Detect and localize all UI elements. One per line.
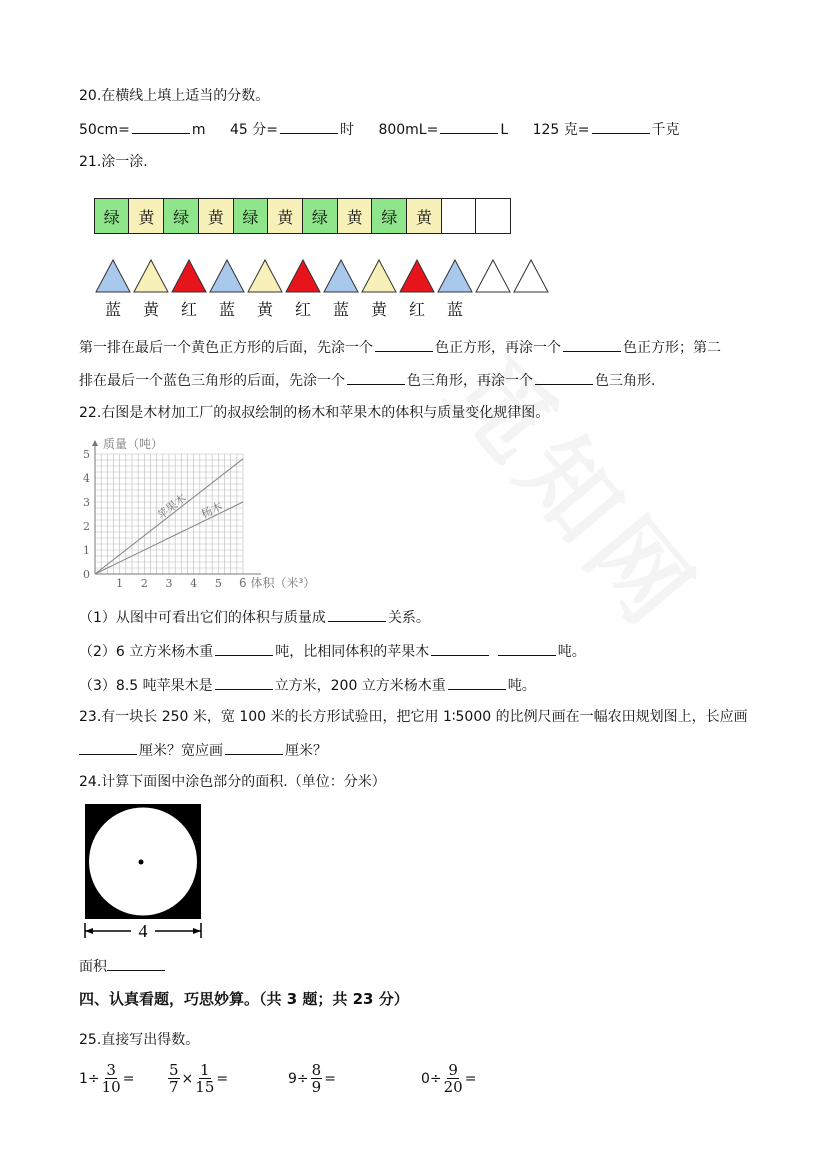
q20-item-4-prefix: 125 克= xyxy=(532,122,590,138)
y-tick-label: 3 xyxy=(83,496,90,509)
q22-blank-6[interactable] xyxy=(448,675,506,690)
y-tick-label: 1 xyxy=(83,544,90,557)
calc-3-den: 9 xyxy=(311,1078,322,1096)
triangle-1 xyxy=(96,260,130,292)
circle-center-dot xyxy=(139,860,144,865)
q24-answer xyxy=(79,956,167,977)
triangle-3 xyxy=(172,260,206,292)
volume-mass-chart xyxy=(83,436,325,590)
q22-blank-2[interactable] xyxy=(215,641,273,656)
q22-blank-1[interactable] xyxy=(328,607,386,622)
calc-3-num: 8 xyxy=(311,1061,322,1079)
q24-blank[interactable] xyxy=(107,956,165,971)
q20-items xyxy=(79,119,680,140)
q22-p3-a: （3）8.5 吨苹果木是 xyxy=(79,678,213,694)
square-6: 黄 xyxy=(267,198,303,234)
origin-label: 0 xyxy=(83,568,90,581)
q21-text-line1 xyxy=(79,337,721,358)
q22-p2-a: （2）6 立方米杨木重 xyxy=(79,644,214,660)
triangle-label-4: 蓝 xyxy=(218,300,235,319)
triangle-row xyxy=(94,258,574,294)
q22-blank-5[interactable] xyxy=(215,675,273,690)
triangle-7 xyxy=(324,260,358,292)
q23-line2-b: 厘米？ xyxy=(285,743,327,759)
triangle-label-9: 红 xyxy=(408,300,425,319)
calc-1-lead: 1÷ xyxy=(79,1070,100,1087)
square-row xyxy=(95,198,511,234)
x-tick-label: 4 xyxy=(190,577,198,590)
triangle-label-2: 黄 xyxy=(142,300,159,319)
calc-2-den2: 15 xyxy=(195,1078,215,1096)
series-label-0: 苹果木 xyxy=(154,491,189,523)
triangle-8 xyxy=(362,260,396,292)
calc-1-equals: = xyxy=(122,1070,135,1087)
calc-2-fraction-1 xyxy=(168,1062,180,1095)
q21-text2-b: 色三角形，再涂一个 xyxy=(407,373,533,389)
y-tick-label: 2 xyxy=(83,520,90,533)
y-axis-arrow xyxy=(92,440,98,446)
q22-p2-b: 吨，比相同体积的苹果木 xyxy=(275,644,430,660)
q21-text2-a: 排在最后一个蓝色三角形的后面，先涂一个 xyxy=(79,373,345,389)
x-tick-label: 2 xyxy=(140,577,148,590)
triangle-label-3: 红 xyxy=(180,300,197,319)
q20-blank-1[interactable] xyxy=(132,119,190,134)
triangle-label-7: 蓝 xyxy=(332,300,349,319)
q22-p2-c: 吨。 xyxy=(557,644,586,660)
calc-2 xyxy=(166,1062,228,1095)
q20-item-3-suffix: L xyxy=(500,122,509,138)
triangle-6 xyxy=(286,260,320,292)
triangle-label-6: 红 xyxy=(294,300,311,319)
q20-item-1-suffix: m xyxy=(191,122,206,138)
dimension-arrow-left xyxy=(85,928,93,934)
q24-title: 24.计算下面图中涂色部分的面积.（单位：分米） xyxy=(79,774,386,790)
series-label-1: 杨木 xyxy=(199,499,225,521)
q22-p3 xyxy=(79,675,536,696)
triangle-5 xyxy=(248,260,282,292)
q20-item-3-prefix: 800mL= xyxy=(378,122,439,138)
calc-2-op: × xyxy=(181,1070,194,1087)
q21-text1-b: 色正方形，再涂一个 xyxy=(435,340,561,356)
q20-item-1-prefix: 50cm= xyxy=(79,122,130,138)
q22-p1-a: （1）从图中可看出它们的体积与质量成 xyxy=(79,610,326,626)
q21-text-line2 xyxy=(79,370,655,391)
q20-item-4-suffix: 千克 xyxy=(651,122,680,138)
triangle-10 xyxy=(438,260,472,292)
q22-blank-3[interactable] xyxy=(431,641,489,656)
q20-blank-4[interactable] xyxy=(592,119,650,134)
calc-1-den: 10 xyxy=(101,1078,121,1096)
square-10: 黄 xyxy=(406,198,442,234)
q20-blank-2[interactable] xyxy=(280,119,338,134)
y-tick-label: 5 xyxy=(83,448,90,461)
circle-in-square-figure xyxy=(79,804,205,944)
q23-blank-1[interactable] xyxy=(79,740,137,755)
q20-blank-3[interactable] xyxy=(440,119,498,134)
q22-p1-b: 关系。 xyxy=(387,610,430,626)
calc-3-equals: = xyxy=(324,1070,336,1087)
triangle-label-8: 黄 xyxy=(370,300,387,319)
calc-2-num1: 5 xyxy=(169,1061,179,1079)
q23-line2-a: 厘米？宽应画 xyxy=(139,743,223,759)
square-1: 绿 xyxy=(94,198,130,234)
q20-item-2-suffix: 时 xyxy=(339,122,354,138)
square-8: 黄 xyxy=(337,198,373,234)
calc-4-lead: 0÷ xyxy=(421,1070,442,1087)
q22-p2 xyxy=(79,641,586,662)
x-tick-label: 1 xyxy=(116,577,124,590)
square-7: 绿 xyxy=(302,198,338,234)
triangle-12-empty xyxy=(514,260,548,292)
section4-title: 四、认真看题，巧思妙算。（共 3 题；共 23 分） xyxy=(79,990,409,1008)
chart-labels xyxy=(83,436,315,590)
q21-text1-c: 色正方形；第二 xyxy=(623,340,721,356)
q22-blank-4[interactable] xyxy=(498,641,556,656)
q20-title: 20.在横线上填上适当的分数。 xyxy=(79,88,270,104)
calc-1-num: 3 xyxy=(106,1061,116,1079)
dimension-arrow-right xyxy=(193,928,201,934)
calc-4-num: 9 xyxy=(448,1061,458,1079)
square-12-empty[interactable] xyxy=(475,198,511,234)
calc-2-num2: 1 xyxy=(200,1061,210,1079)
triangle-11-empty xyxy=(476,260,510,292)
q21-blank-1[interactable] xyxy=(375,337,433,352)
calc-3-fraction xyxy=(311,1062,323,1095)
q21-title: 21.涂一涂. xyxy=(79,154,148,170)
x-tick-label: 5 xyxy=(214,577,222,590)
q21-blank-3[interactable] xyxy=(347,370,405,385)
triangle-2 xyxy=(134,260,168,292)
calc-3-lead: 9÷ xyxy=(288,1070,309,1087)
calc-2-equals: = xyxy=(216,1070,229,1087)
q22-p1 xyxy=(79,607,430,628)
q25-title: 25.直接写出得数。 xyxy=(79,1032,200,1048)
dimension-label: 4 xyxy=(138,921,148,941)
q20-item-2-prefix: 45 分= xyxy=(229,122,278,138)
triangle-4 xyxy=(210,260,244,292)
triangle-label-5: 黄 xyxy=(256,300,273,319)
square-11-empty[interactable] xyxy=(441,198,477,234)
q22-p3-b: 立方米，200 立方米杨木重 xyxy=(274,678,446,694)
calc-3 xyxy=(288,1062,336,1095)
square-3: 绿 xyxy=(163,198,199,234)
calc-1 xyxy=(79,1062,134,1095)
q22-p3-c: 吨。 xyxy=(507,678,536,694)
square-4: 黄 xyxy=(198,198,234,234)
square-5: 绿 xyxy=(233,198,269,234)
y-axis-label: 质量（吨） xyxy=(103,437,164,451)
q23-blank-2[interactable] xyxy=(225,740,283,755)
square-9: 绿 xyxy=(371,198,407,234)
q22-title: 22.右图是木材加工厂的叔叔绘制的杨木和苹果木的体积与质量变化规律图。 xyxy=(79,405,550,421)
triangle-labels xyxy=(94,297,554,319)
q21-blank-4[interactable] xyxy=(535,370,593,385)
square-2: 黄 xyxy=(128,198,164,234)
calc-4-den: 20 xyxy=(443,1078,463,1096)
q21-text1-a: 第一排在最后一个黄色正方形的后面，先涂一个 xyxy=(79,340,373,356)
x-tick-label: 3 xyxy=(165,577,173,590)
y-tick-label: 4 xyxy=(83,472,90,485)
calc-2-den1: 7 xyxy=(169,1078,179,1096)
q21-blank-2[interactable] xyxy=(563,337,621,352)
q21-text2-c: 色三角形. xyxy=(595,373,656,389)
q24-answer-label: 面积 xyxy=(79,959,107,975)
q23-line1: 23.有一块长 250 米，宽 100 米的长方形试验田，把它用 1∶5000 的比例尺画在一幅农田规划图上，长应画 xyxy=(79,709,748,725)
calc-1-fraction xyxy=(102,1062,121,1095)
calc-4-equals: = xyxy=(464,1070,477,1087)
triangle-9 xyxy=(400,260,434,292)
calc-4 xyxy=(421,1062,476,1095)
calc-4-fraction xyxy=(444,1062,463,1095)
triangle-label-10: 蓝 xyxy=(446,300,463,319)
x-axis-label: 6 体积（米³） xyxy=(239,576,316,590)
triangle-label-1: 蓝 xyxy=(104,300,121,319)
calc-2-fraction-2 xyxy=(195,1062,214,1095)
q23-line2 xyxy=(79,740,327,761)
